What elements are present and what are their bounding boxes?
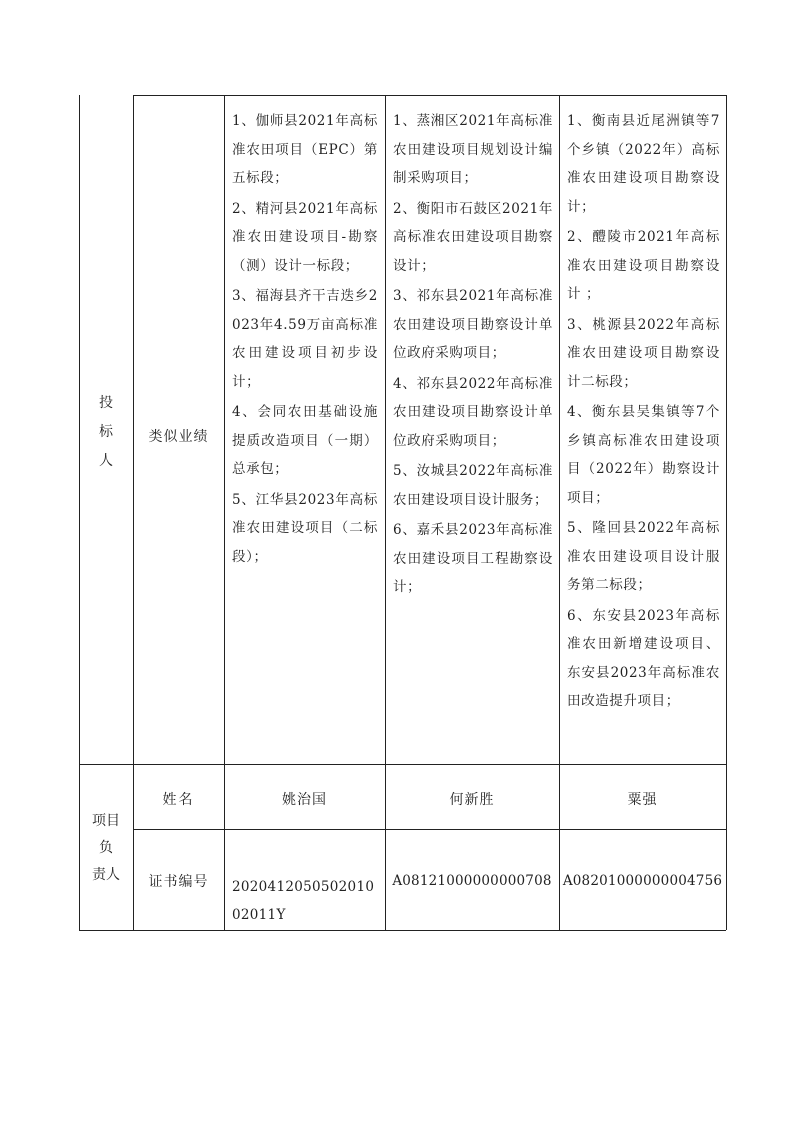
performance-list-col1 bbox=[232, 107, 378, 573]
list-item: 4、祁东县2022年高标准农田建设项目勘察设计单位政府采购项目； bbox=[393, 375, 553, 449]
list-item: 2、衡阳市石鼓区2021年高标准农田建设项目勘察设计； bbox=[393, 200, 553, 274]
cert-number: 202041205050201002011Y bbox=[232, 879, 375, 923]
table-bottom-border bbox=[79, 930, 726, 931]
list-item: 6、嘉禾县2023年高标准农田建设项目工程勘察设计； bbox=[393, 522, 553, 595]
list-item: 5、隆回县2022年高标准农田建设项目设计服务第二标段； bbox=[567, 520, 720, 593]
project-manager-label-part: 责人 bbox=[92, 867, 120, 883]
list-item: 1、伽师县2021年高标准农田项目（EPC）第五标段； bbox=[232, 113, 378, 186]
list-item: 3、祁东县2021年高标准农田建设项目勘察设计单位政府采购项目； bbox=[393, 288, 553, 361]
table-row-divider bbox=[79, 764, 726, 765]
table-left-border bbox=[79, 95, 80, 930]
cert-number: A08121000000000708 bbox=[392, 873, 552, 889]
manager-name: 何新胜 bbox=[449, 792, 495, 808]
list-item: 2、醴陵市2021年高标准农田建设项目勘察设计 ； bbox=[567, 229, 720, 302]
bidder-label-char: 人 bbox=[99, 453, 113, 469]
list-item: 5、汝城县2022年高标准农田建设项目设计服务； bbox=[393, 463, 553, 508]
list-item: 6、东安县2023年高标准农田新增建设项目、东安县2023年高标准农田改造提升项目； bbox=[567, 607, 720, 709]
project-manager-label-part: 项目 bbox=[92, 813, 120, 829]
list-item: 1、衡南县近尾洲镇等7个乡镇（2022年）高标准农田建设项目勘察设计； bbox=[567, 113, 720, 215]
manager-name: 姚治国 bbox=[282, 792, 327, 808]
list-item: 1、蒸湘区2021年高标准农田建设项目规划设计编制采购项目； bbox=[393, 113, 553, 186]
table-row-divider bbox=[133, 829, 726, 830]
manager-name: 粟强 bbox=[627, 792, 658, 808]
performance-list-col2 bbox=[393, 107, 553, 604]
cert-number-label: 证书编号 bbox=[148, 874, 209, 890]
table-right-border bbox=[726, 95, 727, 930]
list-item: 2、精河县2021年高标准农田建设项目-勘察（测）设计一标段； bbox=[232, 200, 378, 274]
cert-number: A08201000000004756 bbox=[562, 873, 723, 889]
list-item: 4、会同农田基础设施提质改造项目（一期）总承包； bbox=[232, 404, 378, 477]
name-label: 姓名 bbox=[162, 792, 195, 808]
list-item: 3、福海县齐干吉迭乡2023年4.59万亩高标准农田建设项目初步设计； bbox=[232, 288, 378, 390]
table-top-border bbox=[133, 95, 726, 96]
bidder-label-char: 投 bbox=[99, 395, 113, 411]
performance-list-col3 bbox=[567, 107, 720, 718]
list-item: 5、江华县2023年高标准农田建设项目（二标段）； bbox=[232, 491, 378, 565]
list-item: 3、桃源县2022年高标准农田建设项目勘察设计二标段； bbox=[567, 316, 720, 390]
bidder-section-label bbox=[79, 390, 133, 475]
project-manager-label-part: 负 bbox=[99, 840, 113, 856]
list-item: 4、衡东县吴集镇等7个乡镇高标准农田建设项目（2022年）勘察设计项目； bbox=[567, 404, 720, 506]
project-manager-label bbox=[79, 808, 133, 889]
similar-performance-label: 类似业绩 bbox=[148, 429, 209, 445]
bidder-label-char: 标 bbox=[99, 424, 113, 440]
